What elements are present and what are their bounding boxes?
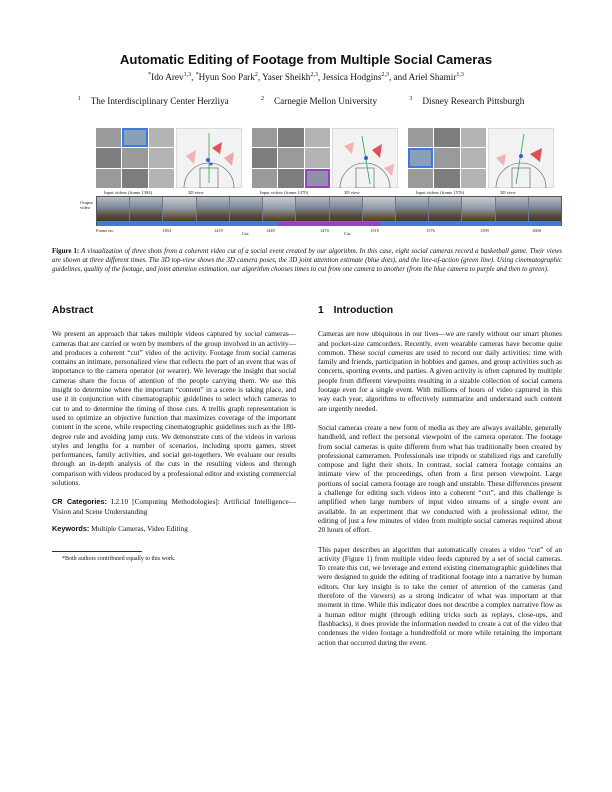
input-view-thumbnail [96, 169, 121, 188]
tick-label: 1518 [370, 228, 379, 233]
frame-ticks [96, 228, 562, 236]
output-video-label: Output video [80, 200, 93, 210]
input-view-thumbnail [252, 148, 277, 167]
input-view-thumbnail [305, 128, 330, 147]
figure-caption [52, 247, 562, 275]
timeline-segment-blue [380, 222, 561, 226]
output-frame [462, 197, 494, 221]
shot-caption: Input videos (frame 1576) [416, 190, 465, 195]
affiliation-list [0, 96, 612, 106]
caption-text: A visualization of three shots from a coherent video cut of a social event created by our algorithm. In this case, eight social cameras record a basketball game. Their views are shown at three different times. The 3D top-view shows the 3D camera poses, the 3D joint attention estimate (blue dots), and the line-of-action (green line). Using cinematographic guidelines, quality of the footage, and joint attention estimation, our algorithm chooses times to cut from one camera to another (from the blue camera to purple and then to green). [52, 248, 562, 274]
input-view-thumbnail [278, 169, 303, 188]
output-frame [230, 197, 262, 221]
footnote-rule [52, 551, 142, 552]
input-video-grid [96, 128, 174, 188]
right-column [318, 306, 562, 657]
author: Jessica Hodgins$^{2,3}$, and [322, 71, 409, 82]
tick-label: 1608 [532, 228, 541, 233]
output-frames [97, 197, 561, 221]
author: *Ido Arev$^{1,3}$, [148, 71, 196, 82]
tick-label: 1384 [162, 228, 171, 233]
output-frame [130, 197, 162, 221]
input-view-thumbnail [149, 169, 174, 188]
input-view-thumbnail [434, 148, 459, 167]
shot-caption: Input videos (frame 1470) [260, 190, 309, 195]
view-label: 3D view [188, 190, 204, 195]
affiliation: $^3$ Disney Research Pittsburgh [409, 95, 525, 106]
shot-panels [96, 128, 562, 195]
output-frame [363, 197, 395, 221]
author-list [0, 72, 612, 82]
input-view-thumbnail [96, 148, 121, 167]
input-view-thumbnail [278, 128, 303, 147]
input-view-thumbnail [461, 128, 486, 147]
camera-timeline [97, 222, 561, 226]
left-column [52, 306, 296, 565]
court-3d-view [488, 128, 554, 188]
timeline-segment-blue [97, 222, 278, 226]
input-view-thumbnail-selected [122, 128, 147, 147]
court-3d-view [332, 128, 398, 188]
input-view-thumbnail [434, 128, 459, 147]
affiliation: $^2$ Carnegie Mellon University [261, 95, 378, 106]
output-frame [429, 197, 461, 221]
input-view-thumbnail [461, 169, 486, 188]
cr-categories: CR Categories: I.2.10 [Computing Methodologies]: Artificial Intelligence—Vision and Scene Understanding [52, 497, 296, 516]
shot-panel [408, 128, 554, 195]
shot-panel [252, 128, 398, 195]
intro-paragraph: This paper describes an algorithm that automatically creates a video “cut” of an activity (Figure 1) from multiple video feeds captured by a set of social cameras. To create this cut, we leverage and extend existing cinematographic guidelines that were designed to guide the editing of traditional footage into a narrative by human editors. Our key insight is to take the center of attention of the cameras (and therefore of the viewers) as a strong indicator of what was important at that moment in time. While this indicator does not describe a complex narrative flow as a human editor might (through editing tricks such as replays, close-ups, and flashbacks), it does provide the information needed to create a cut of the video that condenses the video footage a hundredfold or more while retaining the important action that occurred during the event. [318, 544, 562, 647]
author: Ariel Shamir$^{1,3}$ [408, 71, 464, 82]
output-frame [263, 197, 295, 221]
intro-paragraph: Social cameras create a new form of media as they are always available, generally handheld, and reflect the personal viewpoint of the camera operator. The footage from social cameras is quite different from what has traditionally been created by professional cameramen. Professionals use tripods or stabilized rigs and carefully compose and light their shots. In contrast, social camera footage contains an intimate view of the proceedings, often from a first person viewpoint. Large portions of social camera footage are rough and unstable. These differences present a challenge for editing such videos into a coherent “cut”, and this challenge is amplified when large numbers of input video streams of a single event are available. In an experiment that we conducted with a professional editor, the editing of just a few minutes of video from multiple social cameras required about 20 hours of effort. [318, 422, 562, 535]
input-video-grid [252, 128, 330, 188]
author: Yaser Sheikh$^{2,3}$, [262, 71, 323, 82]
figure-1 [52, 126, 562, 240]
court-3d-view [176, 128, 242, 188]
output-frame [197, 197, 229, 221]
tick-label: 1449 [266, 228, 275, 233]
input-view-thumbnail [149, 128, 174, 147]
caption-label: Figure 1: [52, 248, 80, 255]
footnote: *Both authors contributed equally to this work. [62, 556, 176, 563]
input-view-thumbnail [252, 128, 277, 147]
output-frame [396, 197, 428, 221]
input-view-thumbnail [96, 128, 121, 147]
tick-label: 1576 [426, 228, 435, 233]
keywords: Keywords: Multiple Cameras, Video Editing [52, 523, 188, 533]
tick-label: Frame no. [96, 228, 114, 233]
output-frame [97, 197, 129, 221]
input-view-thumbnail [408, 169, 433, 188]
cut-marker: Cut [242, 231, 249, 236]
tick-label: 1470 [320, 228, 329, 233]
shot-caption: Input videos (frame 1384) [104, 190, 153, 195]
output-frame [163, 197, 195, 221]
paper-title: Automatic Editing of Footage from Multiple Social Cameras [119, 52, 493, 67]
author: *Hyun Soo Park$^2$, [195, 71, 263, 82]
intro-paragraph: Cameras are now ubiquitous in our lives—we are rarely without our smart phones and pocket-size camcorders. Recently, even wearable cameras have become quite common. These social cameras are used to record our daily activities: time with family and friends, participation in hobbies and games, and group activities such as concerts, sporting events, and parties. A given activity is often captured by multiple people from different viewpoints resulting in a sizable collection of social camera footage even for a single event. With millions of hours of video captured in this way each year, algorithms to effectively summarize and understand such content are urgently needed. [318, 329, 562, 413]
intro-heading: 1 Introduction [318, 305, 394, 316]
tick-label: 1419 [214, 228, 223, 233]
output-frame [296, 197, 328, 221]
input-view-thumbnail [278, 148, 303, 167]
input-view-thumbnail [122, 148, 147, 167]
timeline-segment-purple [278, 222, 380, 226]
input-view-thumbnail [122, 169, 147, 188]
input-view-thumbnail [461, 148, 486, 167]
abstract-text: We present an approach that takes multiple videos captured by social cameras—cameras that are carried or worn by members of the group involved in an activity—and produces a coherent “cut” video of the activity. Footage from social cameras contains an intimate, personalized view that reflects the part of an event that was of importance to the camera operator (or wearer). We leverage the insight that social cameras share the focus of attention of the people carrying them. We use this insight to determine where the important “content” in a scene is taking place, and use it in conjunction with cinematographic guidelines to select which cameras to cut to and to determine the timing of those cuts. A trellis graph representation is used to optimize an objective function that maximizes coverage of the important content in the scene, while respecting cinematographic guidelines such as the 180-degree rule and avoiding jump cuts. We demonstrate cuts of the videos in various styles and lengths for a number of scenarios, including sports games, street performances, family activities, and social get-togethers. We evaluate our results through an in-depth analysis of the cuts in the resulting videos and through comparison with videos produced by a professional editor and existing commercial solutions. [52, 329, 296, 488]
output-frame [529, 197, 561, 221]
affiliation: $^1$ The Interdisciplinary Center Herzliya [77, 95, 229, 106]
input-view-thumbnail [252, 169, 277, 188]
input-view-thumbnail [408, 128, 433, 147]
input-video-grid [408, 128, 486, 188]
shot-panel [96, 128, 242, 195]
output-frame [330, 197, 362, 221]
input-view-thumbnail-selected [305, 169, 330, 188]
cut-marker: Cut [344, 231, 351, 236]
view-label: 3D view [344, 190, 360, 195]
view-label: 3D view [500, 190, 516, 195]
input-view-thumbnail-selected [408, 148, 433, 167]
output-frame [496, 197, 528, 221]
tick-label: 1599 [480, 228, 489, 233]
abstract-heading: Abstract [52, 305, 94, 316]
input-view-thumbnail [149, 148, 174, 167]
input-view-thumbnail [305, 148, 330, 167]
input-view-thumbnail [434, 169, 459, 188]
